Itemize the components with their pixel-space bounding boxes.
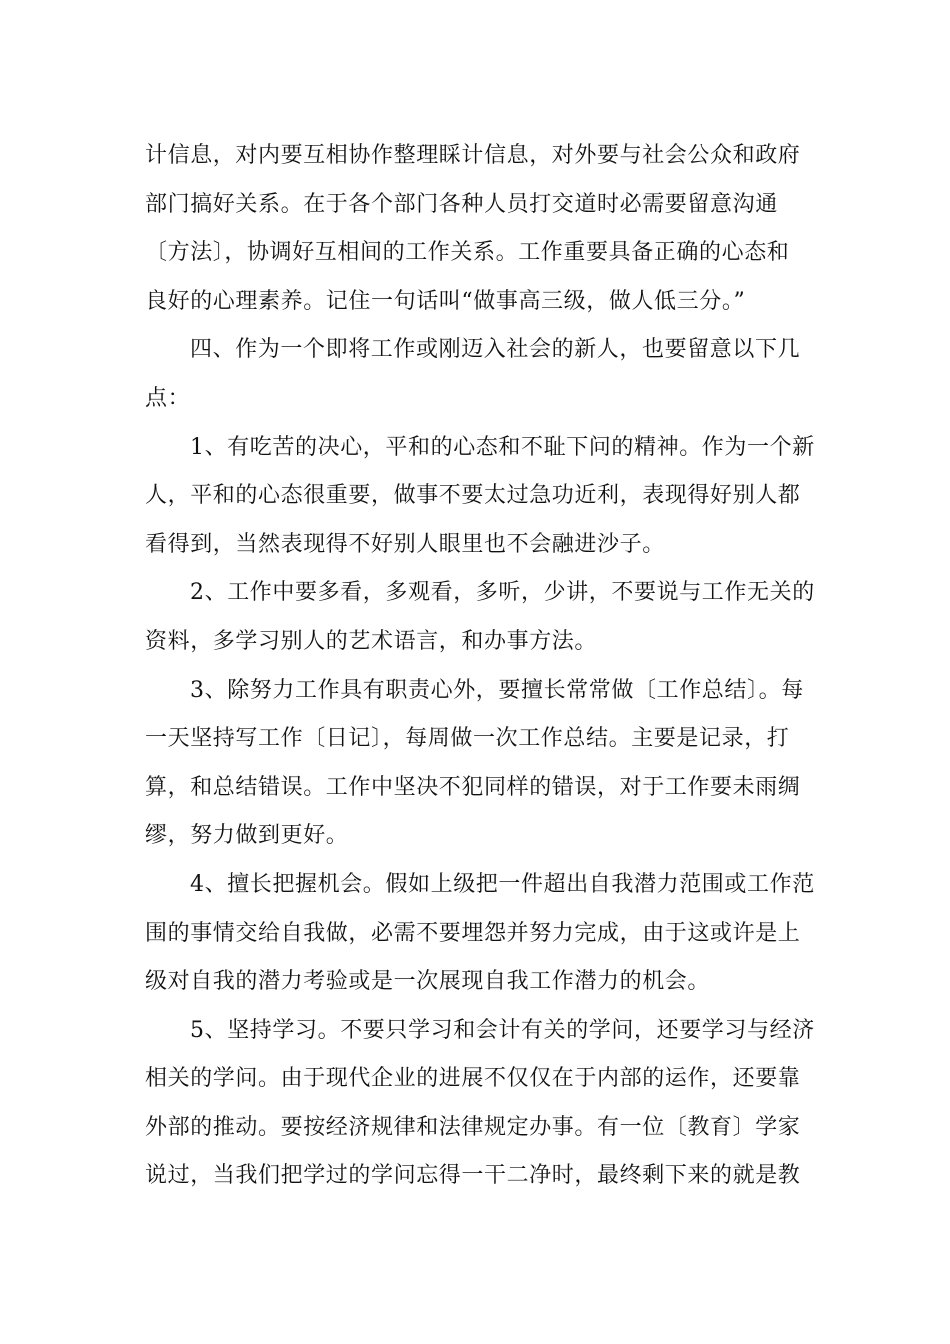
text-line: 点：	[145, 385, 191, 411]
text-line: 说过，当我们把学过的学问忘得一干二净时，最终剩下来的就是教	[145, 1163, 801, 1189]
text-line: 外部的推动。要按经济规律和法律规定办事。有一位〔教育〕学家	[145, 1114, 801, 1140]
text-line: 级对自我的潜力考验或是一次展现自我工作潜力的机会。	[145, 969, 711, 995]
text-line: 人，平和的心态很重要，做事不要太过急功近利，表现得好别人都	[145, 483, 801, 509]
text-line: 看得到，当然表现得不好别人眼里也不会融进沙子。	[145, 531, 665, 557]
body-text	[145, 132, 815, 1201]
item-3-first-line: 3、除努力工作具有职责心外，要擅长常常做〔工作总结〕。每	[190, 677, 804, 703]
item-2-first-line: 2、工作中要多看，多观看，多听，少讲，不要说与工作无关的	[190, 580, 815, 606]
text-line: 围的事情交给自我做，必需不要埋怨并努力完成，由于这或许是上	[145, 920, 801, 946]
paragraph-four-first-line: 四、作为一个即将工作或刚迈入社会的新人，也要留意以下几	[190, 337, 801, 363]
text-line: 资料，多学习别人的艺术语言，和办事方法。	[145, 628, 598, 654]
text-line: 相关的学问。由于现代企业的进展不仅仅在于内部的运作，还要靠	[145, 1066, 801, 1092]
item-5-first-line: 5、坚持学习。不要只学习和会计有关的学问，还要学习与经济	[190, 1017, 815, 1043]
text-line: 一天坚持写工作〔日记〕，每周做一次工作总结。主要是记录，打	[145, 726, 790, 752]
text-line: 〔方法〕，协调好互相间的工作关系。工作重要具备正确的心态和	[145, 240, 790, 266]
text-line: 缪，努力做到更好。	[145, 823, 349, 849]
text-line: 良好的心理素养。记住一句话叫“做事高三级，做人低三分。”	[145, 288, 746, 314]
text-line: 计信息，对内要互相协作整理睬计信息，对外要与社会公众和政府	[145, 143, 801, 168]
item-4-first-line: 4、擅长把握机会。假如上级把一件超出自我潜力范围或工作范	[190, 871, 815, 897]
text-line: 算，和总结错误。工作中坚决不犯同样的错误，对于工作要未雨绸	[145, 774, 801, 800]
text-line: 部门搞好关系。在于各个部门各种人员打交道时必需要留意沟通	[145, 191, 778, 217]
item-1-first-line: 1、有吃苦的决心，平和的心态和不耻下问的精神。作为一个新	[190, 434, 815, 460]
